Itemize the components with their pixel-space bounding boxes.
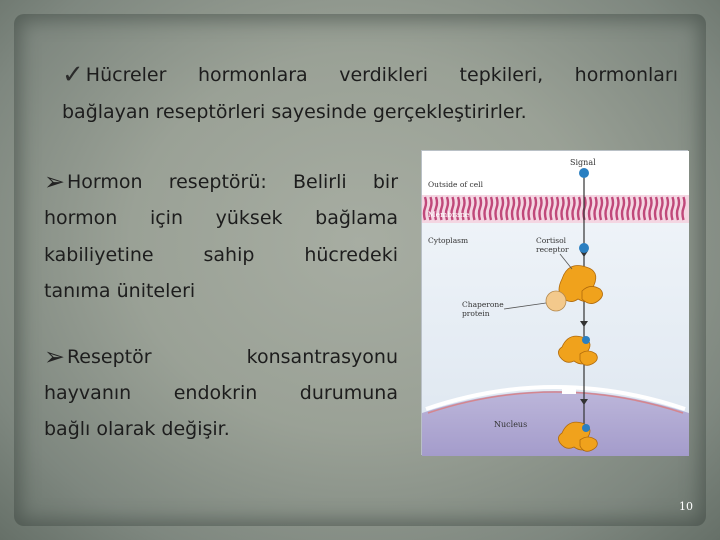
bullet-2-line-1 <box>44 167 398 197</box>
bullet-2-line-2: hormon için yüksek bağlama <box>44 207 398 229</box>
checkmark-icon: ✓ <box>62 60 84 90</box>
receptor-diagram <box>421 150 688 455</box>
bullet-2-line-4: tanıma üniteleri <box>44 280 196 302</box>
arrow-bullet-icon: ➢ <box>44 342 65 371</box>
bullet-1-line-1 <box>62 60 678 92</box>
label-outside-of-cell: Outside of cell <box>428 180 483 189</box>
label-signal: Signal <box>570 158 596 167</box>
label-receptor: receptor <box>536 245 569 254</box>
bullet-3-line-2: hayvanın endokrin durumuna <box>44 382 398 404</box>
label-membrane: Membrane <box>428 210 470 219</box>
bullet-2-line-3: kabiliyetine sahip hücredeki <box>44 244 398 266</box>
label-cytoplasm: Cytoplasm <box>428 236 469 245</box>
bullet-1-line-2: bağlayan reseptörleri sayesinde gerçekleştirirler. <box>62 101 527 123</box>
bullet-1-text-1: Hücreler hormonlara verdikleri tepkileri, hormonları <box>85 64 678 86</box>
arrow-bullet-icon: ➢ <box>44 167 65 196</box>
label-nucleus: Nucleus <box>494 420 528 429</box>
label-protein: protein <box>462 309 490 318</box>
bullet-3-text-1b: konsantrasyonu <box>246 346 398 368</box>
bullet-2-text-1: Hormon reseptörü: Belirli bir <box>66 171 398 193</box>
label-chaperone: Chaperone <box>462 300 504 309</box>
label-cortisol: Cortisol <box>536 236 567 245</box>
signal-molecule <box>579 168 589 178</box>
bullet-3-line-1 <box>44 342 398 372</box>
page-number: 10 <box>679 500 693 513</box>
bullet-3-line-3: bağlı olarak değişir. <box>44 418 230 440</box>
bullet-3-text-1a: Reseptör <box>66 346 152 368</box>
